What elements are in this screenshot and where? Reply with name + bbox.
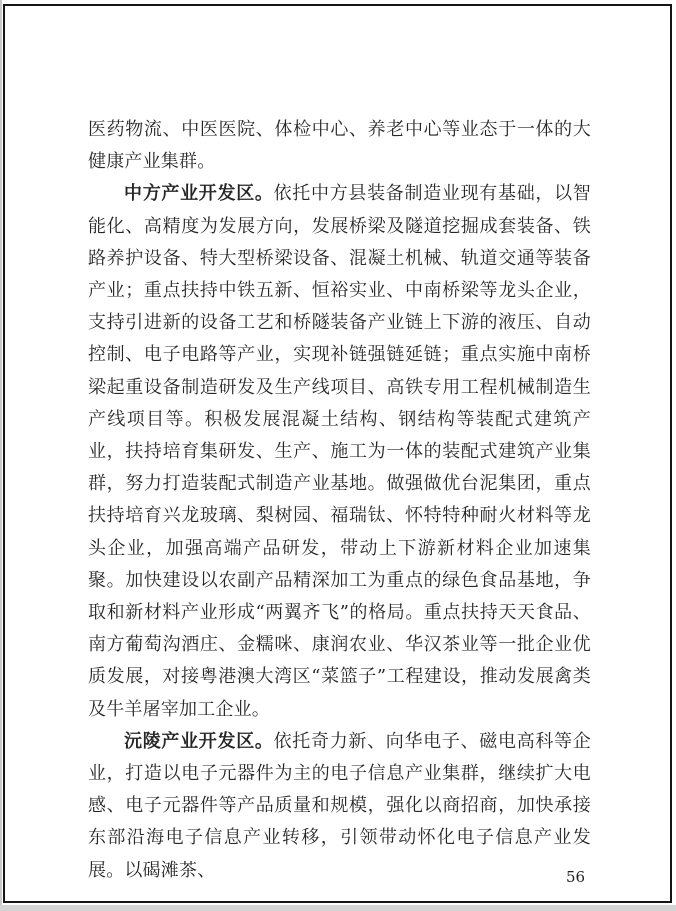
paragraph-lead-bold: 中方产业开发区。 [124,183,274,205]
scan-edge-left [0,0,2,911]
paragraph-text: 依托奇力新、向华电子、磁电高科等企业，打造以电子元器件为主的电子信息产业集群，继续扩大电感、电子元器件等产品质量和规模，强化以商招商，加快承接东部沿海电子信息产业转移，引领带动怀化电子信息产业发展。以碣滩茶、 [88,730,591,881]
paragraph-text: 依托中方县装备制造业现有基础，以智能化、高精度为发展方向，发展桥梁及隧道挖掘成套装备、铁路养护设备、特大型桥梁设备、混凝土机械、轨道交通等装备产业；重点扶持中铁五新、恒裕实业、中南桥梁等龙头企业，支持引进新的设备工艺和桥隧装备产业链上下游的液压、自动控制、电子电路等产业，实现补链强链延链；重点实施中南桥梁起重设备制造研发及生产线项目、高铁专用工程机械制造生产线项目等。积极发展混凝土结构、钢结构等装配式建筑产业，扶持培育集研发、生产、施工为一体的装配式建筑产业集群，努力打造装配式制造产业基地。做强做优台泥集团，重点扶持培育兴龙玻璃、梨树园、福瑞钛、怀特特种耐火材料等龙头企业，加强高端产品研发，带动上下游新材料企业加速集聚。加快建设以农副产品精深加工为重点的绿色食品基地，争取和新材料产业形成“两翼齐飞”的格局。重点扶持天天食品、南方葡萄沟酒庄、金糯咪、康润农业、华汉茶业等一批企业优质发展，对接粤港澳大湾区“菜篮子”工程建设，推动发展禽类及牛羊屠宰加工企业。 [88,183,591,720]
document-body-text [88,114,591,887]
paragraph-lead-bold: 沅陵产业开发区。 [124,730,274,752]
paragraph-yuanling-zone [88,726,591,887]
paragraph-zhongfang-zone [88,178,591,725]
paragraph-text: 医药物流、中医医院、体检中心、养老中心等业态于一体的大健康产业集群。 [88,119,591,173]
paragraph-health-cluster-continuation [88,114,591,178]
scan-edge-bottom [0,905,676,911]
page-number: 56 [566,868,586,886]
